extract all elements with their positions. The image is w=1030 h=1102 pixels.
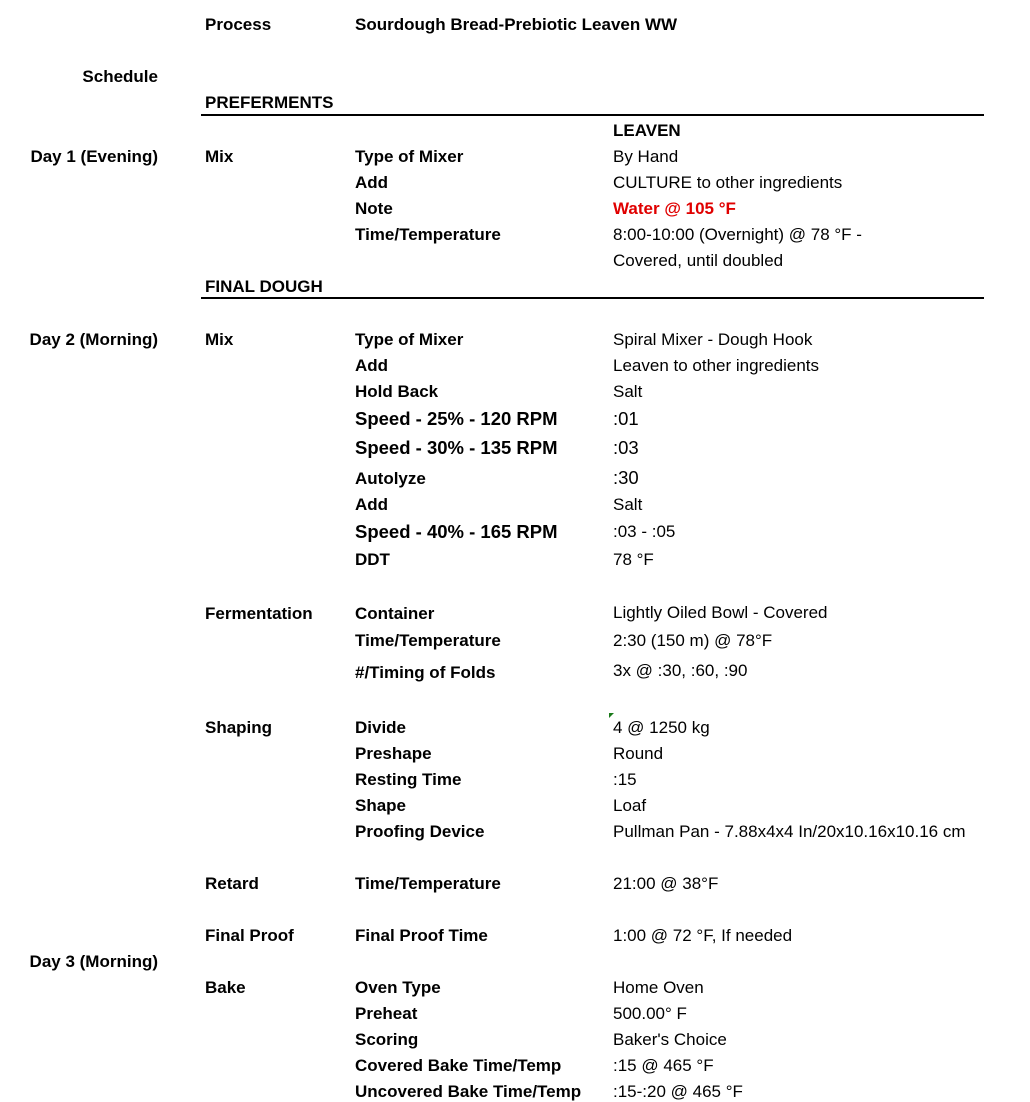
preferments-divider xyxy=(201,114,984,116)
step-label: Add xyxy=(355,356,389,375)
day3-label: Day 3 (Morning) xyxy=(29,952,158,971)
step-label: Covered Bake Time/Temp xyxy=(355,1056,562,1075)
step-value: Pullman Pan - 7.88x4x4 In/20x10.16x10.16 cm xyxy=(613,822,966,841)
step-label: Divide xyxy=(355,718,407,737)
step-value: Round xyxy=(613,744,664,763)
step-value: 8:00-10:00 (Overnight) @ 78 °F - xyxy=(613,225,862,244)
step-label: Proofing Device xyxy=(355,822,485,841)
step-value: Salt xyxy=(613,495,643,514)
final-dough-section-title: FINAL DOUGH xyxy=(205,277,323,296)
step-label: Speed - 40% - 165 RPM xyxy=(355,521,558,542)
stage-shaping: Shaping xyxy=(205,718,273,737)
step-value: :15 xyxy=(613,770,637,789)
stage-final-proof: Final Proof xyxy=(205,926,294,945)
step-value: 78 °F xyxy=(613,550,654,569)
note-value-highlight: Water @ 105 °F xyxy=(613,199,736,218)
step-label: Time/Temperature xyxy=(355,874,501,893)
step-label: Speed - 25% - 120 RPM xyxy=(355,408,558,429)
final-dough-divider xyxy=(201,297,984,299)
step-label: Note xyxy=(355,199,393,218)
step-label: Time/Temperature xyxy=(355,631,501,650)
step-value: Home Oven xyxy=(613,978,704,997)
step-value: :03 - :05 xyxy=(613,522,676,541)
step-label: Scoring xyxy=(355,1030,419,1049)
step-label: Uncovered Bake Time/Temp xyxy=(355,1082,582,1101)
step-value: By Hand xyxy=(613,147,679,166)
step-label: Type of Mixer xyxy=(355,147,464,166)
step-value: 21:00 @ 38°F xyxy=(613,874,719,893)
step-label: Preheat xyxy=(355,1004,418,1023)
day1-label: Day 1 (Evening) xyxy=(30,147,158,166)
step-value: CULTURE to other ingredients xyxy=(613,173,843,192)
process-value: Sourdough Bread-Prebiotic Leaven WW xyxy=(355,15,678,34)
step-value: :01 xyxy=(613,408,639,429)
schedule-label: Schedule xyxy=(82,67,158,86)
stage-fermentation: Fermentation xyxy=(205,604,313,623)
step-label: Container xyxy=(355,604,435,623)
step-value: :15-:20 @ 465 °F xyxy=(613,1082,743,1101)
stage-bake: Bake xyxy=(205,978,246,997)
step-label: Oven Type xyxy=(355,978,441,997)
process-label: Process xyxy=(205,15,272,34)
step-label: Type of Mixer xyxy=(355,330,464,349)
stage-mix-leaven: Mix xyxy=(205,147,234,166)
preferments-section-title: PREFERMENTS xyxy=(205,93,334,112)
step-value: 500.00° F xyxy=(613,1004,687,1023)
step-value: Salt xyxy=(613,382,643,401)
step-label: Add xyxy=(355,495,389,514)
step-value: Leaven to other ingredients xyxy=(613,356,820,375)
step-label: Hold Back xyxy=(355,382,439,401)
step-label: #/Timing of Folds xyxy=(355,663,496,682)
step-label: Time/Temperature xyxy=(355,225,501,244)
step-value: 1:00 @ 72 °F, If needed xyxy=(613,926,793,945)
step-value: Lightly Oiled Bowl - Covered xyxy=(613,603,828,622)
step-value: 4 @ 1250 kg xyxy=(613,718,710,737)
step-value: 3x @ :30, :60, :90 xyxy=(613,661,748,680)
step-value: :15 @ 465 °F xyxy=(613,1056,714,1075)
step-value: Spiral Mixer - Dough Hook xyxy=(613,330,813,349)
step-label: Final Proof Time xyxy=(355,926,488,945)
step-value: Baker's Choice xyxy=(613,1030,727,1049)
step-label: Resting Time xyxy=(355,770,462,789)
step-value-continued: Covered, until doubled xyxy=(613,251,784,270)
day2-label: Day 2 (Morning) xyxy=(29,330,158,349)
step-label: Add xyxy=(355,173,389,192)
step-label: Preshape xyxy=(355,744,432,763)
step-value: :03 xyxy=(613,437,639,458)
leaven-column-header: LEAVEN xyxy=(613,121,681,140)
step-value: :30 xyxy=(613,467,639,488)
step-value: 2:30 (150 m) @ 78°F xyxy=(613,631,773,650)
step-label: Autolyze xyxy=(355,469,426,488)
step-label: Speed - 30% - 135 RPM xyxy=(355,437,558,458)
step-label: DDT xyxy=(355,550,390,569)
step-label: Shape xyxy=(355,796,407,815)
stage-mix: Mix xyxy=(205,330,234,349)
step-value: Loaf xyxy=(613,796,647,815)
stage-retard: Retard xyxy=(205,874,259,893)
